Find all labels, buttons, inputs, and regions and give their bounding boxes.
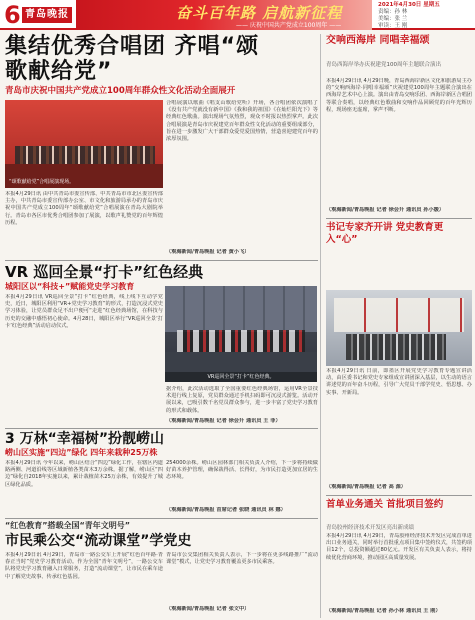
laoshan-headline[interactable]: 3 万林“幸福树”扮靓崂山 xyxy=(5,431,165,447)
issue-meta xyxy=(378,2,440,30)
jimo-headline[interactable]: 书记专家齐开讲 党史教育更入“心” xyxy=(326,222,444,245)
designer-credit: 美编：张 兰 xyxy=(378,16,408,22)
jiaozhou-headline[interactable]: 首单业务通关 首批项目签约 xyxy=(326,499,444,510)
jiaozhou-byline: （观海新闻/青岛晚报 记者 孙小林 通讯员 王 刚） xyxy=(326,608,441,614)
section-rule xyxy=(5,518,318,519)
exhibit-wall xyxy=(165,286,317,332)
page-number: 6 xyxy=(4,1,21,29)
visitors-figures xyxy=(177,330,305,352)
vr-body-left: 本报4月29日讯 VR巡回全景“打卡”红色经典，线上线下互动学党史，近日，城阳区利用“VR+党史学习教育”的形式，打造沉浸式党史学习体验，让党员群众足不出户便可“走进”红色经典场馆，在科技与历史的交融中感悟初心使命。4月28日，城阳区举行“VR巡回全景‘打卡’红色经典”活动启动仪式。 xyxy=(5,294,163,329)
vr-body-right: 据介绍，此次活动选取了全国重要红色经典场馆，运用VR全景技术进行线上复原，党员群众通过手机扫码即可沉浸式游览。活动开展以来，已吸引数千名党员群众参与，进一步丰富了党史学习教育的形式和载体。 xyxy=(166,386,318,414)
jimo-body: 本报4月29日讯 日前，即墨区开展党史学习教育专题宣讲活动，由区委书记和党史专家组成宣讲团深入基层，以生动的语言讲述党的百年奋斗历程，引导广大党员干部学党史、悟思想、办实事、开新局。 xyxy=(326,368,472,396)
laoshan-subhead: 崂山区实施“四边”绿化 四年来栽种25万株 xyxy=(5,448,158,457)
lead-subhead: 青岛市庆祝中国共产党成立100周年群众性文化活动全面展开 xyxy=(5,86,236,96)
bus-byline: （观海新闻/青岛晚报 记者 张文中） xyxy=(166,606,250,612)
bus-kicker: “红色教育”搭载全国“青年文明号” xyxy=(5,521,131,530)
lead-byline: （观海新闻/青岛晚报 记者 黄小飞） xyxy=(166,249,250,255)
section-rule xyxy=(326,495,472,496)
paper-logo: 青岛晚报 xyxy=(22,7,72,23)
jimo-photo[interactable] xyxy=(326,290,472,366)
vr-photo[interactable] xyxy=(165,286,317,382)
column-divider xyxy=(320,34,321,618)
vr-photo-caption: VR巡回全景“打卡”红色经典。 xyxy=(165,372,317,382)
display-boards xyxy=(334,298,464,332)
bus-body-right: 青岛市公交集团相关负责人表示，下一步将在更多线路推广“流动课堂”模式，让党史学习教育覆盖更多市民乘客。 xyxy=(166,552,318,566)
editor-credit: 责编：孙 林 xyxy=(378,9,408,15)
banner-subtitle: —— 庆祝中国共产党成立100周年 —— xyxy=(236,22,342,29)
west-coast-byline: （观海新闻/青岛晚报 记者 徐会升 通讯员 孙小媛） xyxy=(326,207,445,213)
bus-headline[interactable]: 市民乘公交“流动课堂”学党史 xyxy=(5,533,192,549)
bus-body-left: 本报4月29日讯 4月29日，青岛市一路公交车上开展“红色百年路·青春正当时”党史学习教育活动。作为全国“青年文明号”，一路公交车队将党史学习教育融入日常服务，打造“流动课堂”，让市民在乘车途中了解党史故事、传承红色基因。 xyxy=(5,552,163,580)
west-coast-headline[interactable]: 交响西海岸 同唱幸福颂 xyxy=(326,35,430,46)
section-rule xyxy=(5,428,318,429)
west-coast-body: 本报4月29日讯 4月29日晚，青岛西海岸新区文化和旅游局主办的“交响西海岸·同唱幸福颂”庆祝建党100周年主题联合演出在西海岸艺术中心上演。演出由青岛交响乐团、西海岸新区合唱团等联合奏唱，以经典红色歌曲和交响作品回顾党的百年光辉历程，现场座无虚席，掌声不断。 xyxy=(326,78,472,113)
lead-body-left: 本报4月29日讯 由中共青岛市委宣传部、中共青岛市市北区委宣传部主办，中共青岛市委宣传部办公室、市文化和旅游局承办的青岛市庆祝中国共产党成立100周年“颂歌献给党”合唱展演在青岛大剧院举行。青岛市各区市优秀合唱团参加了展演，以歌声礼赞党的百年辉煌历程。 xyxy=(5,191,163,226)
jimo-byline: （观海新闻/青岛晚报 记者 高 源） xyxy=(326,484,406,490)
banner-slogan: 奋斗百年路 启航新征程 xyxy=(176,4,343,22)
lead-headline[interactable]: 集结优秀合唱团 齐唱“颂歌献给党” xyxy=(5,34,260,84)
audience-figures xyxy=(346,334,446,360)
laoshan-body-left: 本报4月29日讯 今年以来，崂山区结合“四边”绿化工作，在辖区内道路两侧、河道沿线等区域新植各类苗木3万余株。据了解，崂山区“四边”绿化自2018年实施以来，累计栽植苗木25万余株，有效提升了城区绿化品质。 xyxy=(5,460,163,488)
vr-subhead: 城阳区以“科技+”赋能党史学习教育 xyxy=(5,282,135,291)
vr-byline: （观海新闻/青岛晚报 记者 徐会升 通讯员 王 菲） xyxy=(166,418,281,424)
lead-photo[interactable] xyxy=(5,100,163,188)
masthead xyxy=(0,0,475,30)
issue-date: 2021年4月30日 星期五 xyxy=(378,2,440,8)
west-coast-subhead: 青岛西海岸举办庆祝建党100周年主题联合演出 xyxy=(326,62,441,68)
laoshan-body-right: 254000余株。崂山区园林部门相关负责人介绍，下一步将持续做好苗木养护管理，确保栽得活、长得好，为市民打造更加宜居的生态环境。 xyxy=(166,460,318,481)
lead-photo-caption: “颂歌献给党”合唱展演现场。 xyxy=(9,179,75,185)
jiaozhou-body: 本报4月29日讯 4月29日，青岛胶州经济技术开发区完成首单进出口业务通关，同时举行首批重点项目集中签约仪式，共签约项目12个，总投资额超过80亿元。开发区有关负责人表示，将持续优化营商环境，推动园区高质量发展。 xyxy=(326,533,472,561)
section-rule xyxy=(326,218,472,219)
anniversary-banner xyxy=(76,0,372,30)
section-rule xyxy=(5,260,318,261)
vr-headline[interactable]: VR 巡回全景“打卡”红色经典 xyxy=(5,263,204,281)
jiaozhou-subhead: 青岛胶州经济技术开发区亮出新成绩 xyxy=(326,525,415,531)
proofreader-credit: 审读：王 刚 xyxy=(378,23,408,29)
lead-body-right: 合唱展演以歌曲《唱支山歌给党听》开场，各合唱团依次演唱了《没有共产党就没有新中国》《我和我的祖国》《在灿烂阳光下》等经典红色歌曲。演出现场气氛热烈，观众不时报以热烈掌声。此次合唱展演是青岛市庆祝建党百年群众性文化活动的重要组成部分，旨在进一步激发广大干部群众爱党爱国热情，营造喜迎建党百年的浓厚氛围。 xyxy=(166,100,318,143)
laoshan-byline: （观海新闻/青岛晚报 首席记者 张晓 通讯员 林 娜） xyxy=(166,507,286,513)
